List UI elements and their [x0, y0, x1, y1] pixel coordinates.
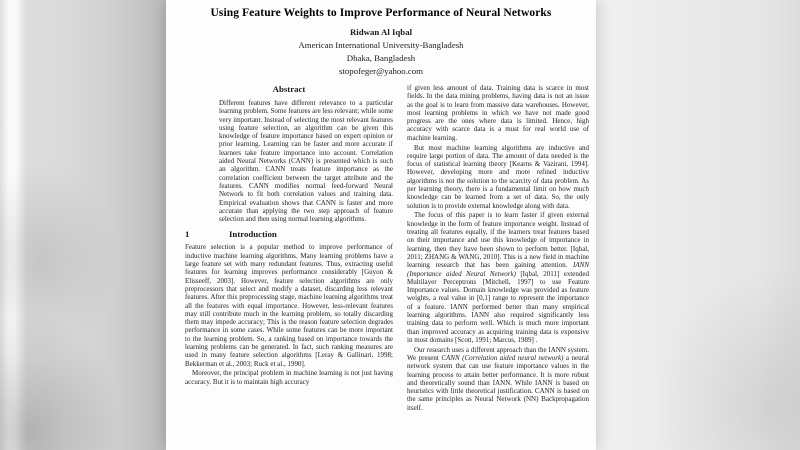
section-number: 1 [185, 229, 190, 240]
section-title: Introduction [229, 229, 277, 240]
left-column [185, 84, 393, 412]
paragraph: Moreover, the principal problem in machine learning is not just having accuracy. But it is to maintain high accuracy [185, 369, 393, 386]
author-name: Ridwan Al Iqbal [349, 27, 413, 37]
paragraph: The focus of this paper is to learn faster if given external knowledge in the form of feature importance weight. Instead of treating all features equally, if the learners treat features based on their importance and use this knowledge of importance in learning, then they have been shown to perform better. [Iqbal, 2011; ZHANG & WANG, 2010]. This is a new field in machine learning research that has been gaining attention. IANN (Importance aided Neural Network) [Iqbal, 2011] extended Multilayer Perceptrons [Mitchell, 1997] to use Feature Importance values. Domain knowledge was provided as feature weights, a real value in [0,1] range to represent the importance of a feature. IANN performed better than many empirical learning algorithms. IANN also required significantly less training data to perform well. Which is much more important than improved accuracy as acquiring training data is expensive in most domains [Scott, 1991; Marcus, 1989] . [407, 211, 589, 344]
paper-title: Using Feature Weights to Improve Performance of Neural Networks [210, 7, 552, 19]
author-email: stopofeger@yahoo.com [338, 66, 424, 76]
paragraph: Our research uses a different approach than the IANN system. We present CANN (Correlation aided neural network) a neural network system that can use feature importance values in the learning process to attain better performance. It is more robust and theoretically sound than IANN. While IANN is based on heuristics with little theoretical justification. CANN is based on the same principles as Neural Network (NN) Backpropagation itself. [407, 345, 589, 412]
section-heading-introduction [185, 229, 393, 239]
paragraph: if given less amount of data. Training data is scarce in most fields. In the data mining problems, having data is not an issue as the goal is to learn from massive data warehouses. However, most learning problems in which we have not made good progress are the ones where data is limited. Hence, high accuracy with scarce data is a must for real world use of machine learning. [407, 84, 589, 142]
right-column [407, 84, 589, 412]
photo-background-right [596, 0, 800, 450]
two-column-body [185, 84, 589, 412]
abstract-text: Different features have different relevance to a particular learning problem. Some features are less relevant; while some very important. Instead of selecting the most relevant features using feature selection, an algorithm can be given this knowledge of feature importance based on expert opinion or prior learning. Learning can be faster and more accurate if learners take feature importance into account. Correlation aided Neural Networks (CANN) is presented which is such an algorithm. CANN treats feature importance as the correlation coefficient between the target attribute and the features. CANN modifies normal feed-forward Neural Network to fit both correlation values and training data. Empirical evaluation shows that CANN is faster and more accurate than applying the two step approach of feature selection and then using normal learning algorithms. [219, 99, 393, 224]
author-affiliation: American International University-Bangladesh [298, 40, 464, 50]
paper-page [166, 0, 596, 450]
paragraph: Feature selection is a popular method to improve performance of inductive machine learning algorithms. Many learning problems have a large feature set with many redundant features. Thus, extracting useful features for learning improves performance considerably [Guyon & Elisseeff, 2003]. However, feature selection algorithms are only preprocessors that select and modify a dataset, discarding less relevant features. After this preprocessing stage, machine learning algorithms treat all the features with equal importance. However, less-relevant features may still contribute much in the learning problem, so totally discarding them may impede accuracy; This is the reason feature selection degrades performance in some cases. While some features can be more important to the learning problem. So, a ranking based on importance towards the learning problems can be generated. In fact, such ranking measures are used in many feature selection algorithms [Leray & Gallinari, 1998; Bekkerman et al., 2003; Ruck et al., 1990]. [185, 243, 393, 368]
abstract-heading: Abstract [272, 84, 306, 94]
paragraph: But most machine learning algorithms are inductive and require large portion of data. The amount of data needed is the focus of statistical learning theory [Kearns & Vazirani, 1994]. However, developing more and more refined inductive algorithms is not the solution to the scarcity of data problem. As per learning theory, there is a fundamental limit on how much knowledge can be learned from a set of data. So, the only solution is to provide external knowledge along with data. [407, 143, 589, 210]
author-block [166, 26, 596, 78]
photo-background-left [0, 0, 166, 450]
author-city: Dhaka, Bangladesh [346, 53, 416, 63]
